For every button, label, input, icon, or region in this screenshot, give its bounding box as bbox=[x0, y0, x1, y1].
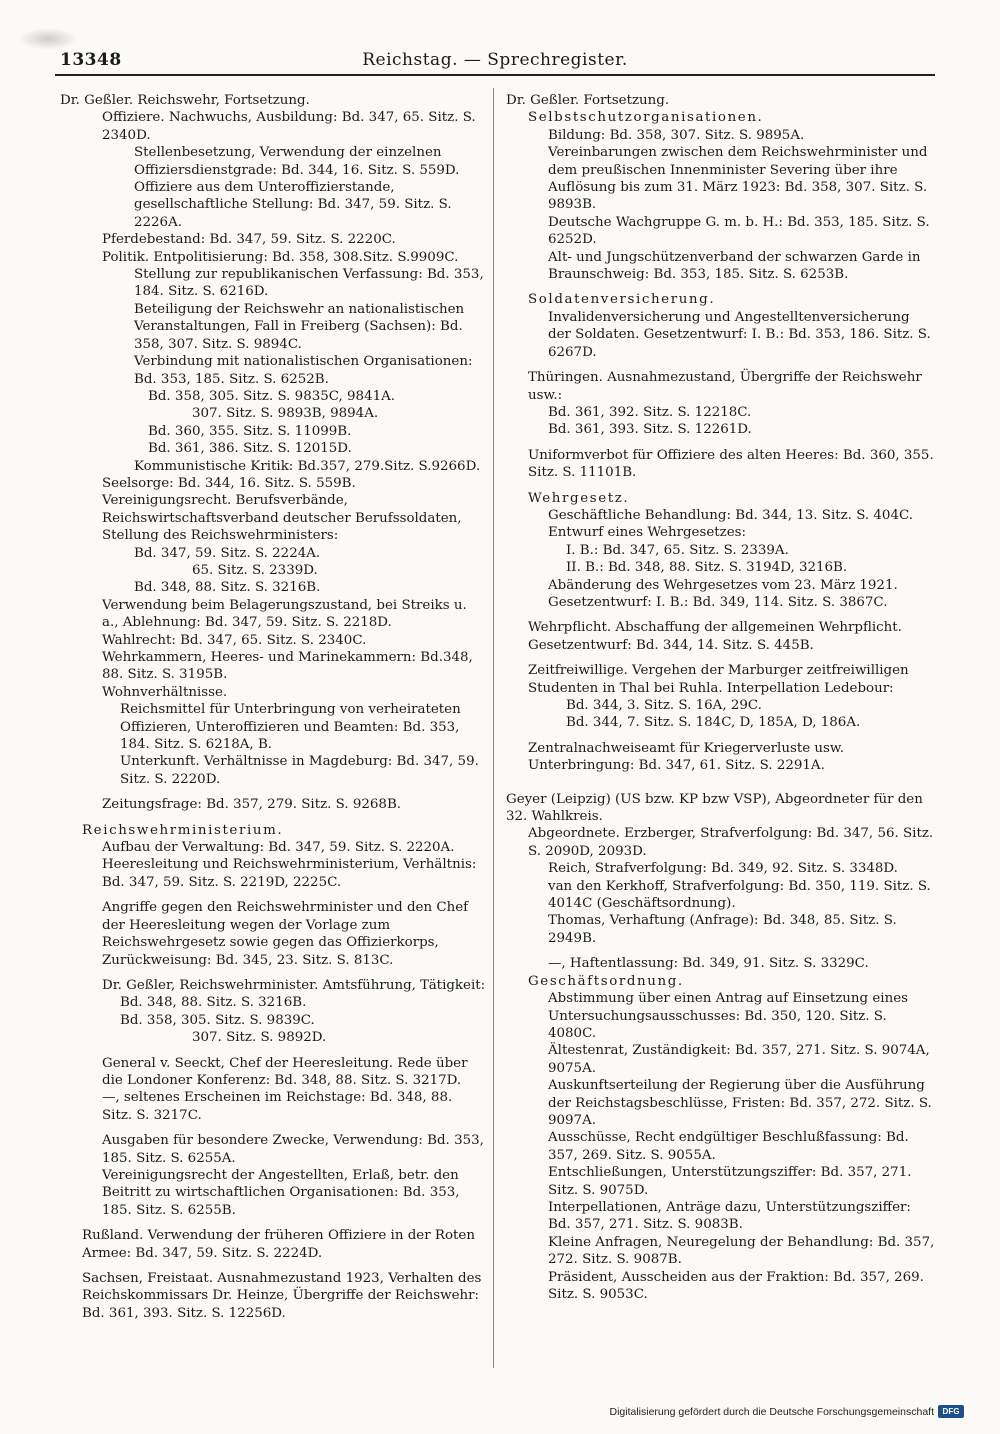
index-entry: Uniformverbot für Offiziere des alten Heeres: Bd. 360, 355. Sitz. S. 11101B. bbox=[528, 447, 934, 481]
index-entry: Reich, Strafverfolgung: Bd. 349, 92. Sitz. S. 3348D. bbox=[548, 861, 898, 877]
index-entry: Deutsche Wachgruppe G. m. b. H.: Bd. 353, 185. Sitz. S. 6252D. bbox=[548, 214, 930, 248]
footer-credit: Digitalisierung gefördert durch die Deutsche Forschungsgemeinschaft bbox=[609, 1405, 934, 1418]
index-entry: Bd. 347, 59. Sitz. S. 2224A. bbox=[134, 545, 321, 561]
index-entry: Selbstschutzorganisationen. bbox=[528, 110, 764, 126]
column-divider bbox=[493, 88, 494, 1368]
index-entry: Bd. 361, 393. Sitz. S. 12261D. bbox=[548, 422, 752, 438]
index-entry: Bd. 348, 88. Sitz. S. 3216B. bbox=[120, 995, 307, 1011]
index-entry: Bd. 358, 305. Sitz. S. 9839C. bbox=[120, 1012, 315, 1028]
index-entry: Vereinbarungen zwischen dem Reichswehrminister und dem preußischen Innenminister Severing über ihre Auflösung bis zum 31. März 1923: Bd. 358, 307. Sitz. S. 9893B. bbox=[548, 145, 928, 213]
index-entry: Wehrpflicht. Abschaffung der allgemeinen Wehrpflicht. Gesetzentwurf: Bd. 344, 14. Sitz. S. 445B. bbox=[528, 620, 902, 653]
index-entry: II. B.: Bd. 348, 88. Sitz. S. 3194D, 3216B. bbox=[566, 560, 848, 576]
index-entry: Geyer (Leipzig) (US bzw. KP bzw VSP), Abgeordneter für den 32. Wahlkreis. bbox=[506, 791, 923, 825]
index-entry: Heeresleitung und Reichswehrministerium, Verhältnis: Bd. 347, 59. Sitz. S. 2219D, 2225C. bbox=[102, 857, 477, 890]
index-entry: Bd. 344, 3. Sitz. S. 16A, 29C. bbox=[566, 698, 762, 713]
index-entry: Bd. 360, 355. Sitz. S. 11099B. bbox=[148, 423, 352, 439]
index-entry: Bildung: Bd. 358, 307. Sitz. S. 9895A. bbox=[548, 127, 805, 143]
footer bbox=[609, 1405, 964, 1418]
index-entry: Offiziere aus dem Unteroffizierstande, gesellschaftliche Stellung: Bd. 347, 59. Sitz. S. 2226A. bbox=[134, 180, 452, 230]
left-column bbox=[60, 92, 486, 1322]
index-entry: General v. Seeckt, Chef der Heeresleitung. Rede über die Londoner Konferenz: Bd. 348, 88. Sitz. S. 3217D. bbox=[102, 1055, 468, 1088]
index-entry: Geschäftsordnung. bbox=[528, 973, 684, 989]
index-entry: Verwendung beim Belagerungszustand, bei Streiks u. a., Ablehnung: Bd. 347, 59. Sitz. S. 2218D. bbox=[102, 597, 467, 631]
running-title: Reichstag. — Sprechregister. bbox=[362, 50, 628, 70]
index-entry: I. B.: Bd. 347, 65. Sitz. S. 2339A. bbox=[566, 542, 789, 558]
index-entry: Abgeordnete. Erzberger, Strafverfolgung: Bd. 347, 56. Sitz. S. 2090D, 2093D. bbox=[528, 826, 934, 859]
index-entry: Dr. Geßler, Reichswehrminister. Amtsführung, Tätigkeit: bbox=[102, 977, 486, 993]
index-entry: Angriffe gegen den Reichswehrminister und den Chef der Heeresleitung wegen der Vorlage zum Reichswehrgesetz sowie gegen das Offizierkorps, Zurückweisung: Bd. 345, 23. Sitz. S. 813C. bbox=[102, 900, 469, 968]
index-entry: Thüringen. Ausnahmezustand, Übergriffe der Reichswehr usw.: bbox=[528, 370, 922, 403]
index-entry: Ausgaben für besondere Zwecke, Verwendung: Bd. 353, 185. Sitz. S. 6255A. bbox=[102, 1133, 484, 1166]
index-entry: Sachsen, Freistaat. Ausnahmezustand 1923, Verhalten des Reichskommissars Dr. Heinze, Übergriffe der Reichswehr: Bd. 361, 393. Sitz. S. 12256D. bbox=[82, 1271, 482, 1321]
index-entry: Reichsmittel für Unterbringung von verheirateten Offizieren, Unteroffizieren und Beamten: Bd. 353, 184. Sitz. S. 6218A, B. bbox=[120, 702, 461, 753]
index-entry: —, seltenes Erscheinen im Reichstage: Bd. 348, 88. Sitz. S. 3217C. bbox=[102, 1090, 453, 1123]
header-rule bbox=[55, 74, 935, 76]
index-entry: Kommunistische Kritik: Bd.357, 279.Sitz. S.9266D. bbox=[134, 458, 481, 474]
index-entry: Stellenbesetzung, Verwendung der einzelnen Offiziersdienstgrade: Bd. 344, 16. Sitz. S. 559D. bbox=[134, 145, 460, 178]
index-entry: Bd. 361, 392. Sitz. S. 12218C. bbox=[548, 404, 752, 420]
index-entry: Pferdebestand: Bd. 347, 59. Sitz. S. 2220C. bbox=[102, 232, 396, 248]
index-entry: Auskunftserteilung der Regierung über die Ausführung der Reichstagsbeschlüsse, Fristen: Bd. 357, 272. Sitz. S. 9097A. bbox=[548, 1078, 932, 1128]
index-entry: 307. Sitz. S. 9893B, 9894A. bbox=[192, 406, 379, 422]
index-entry: Unterkunft. Verhältnisse in Magdeburg: Bd. 347, 59. Sitz. S. 2220D. bbox=[120, 754, 479, 787]
index-entry: Wohnverhältnisse. bbox=[102, 684, 228, 700]
index-entry: van den Kerkhoff, Strafverfolgung: Bd. 350, 119. Sitz. S. 4014C (Geschäftsordnung). bbox=[548, 878, 931, 912]
index-entry: Dr. Geßler. Reichswehr, Fortsetzung. bbox=[60, 93, 310, 108]
index-entry: Zentralnachweiseamt für Kriegerverluste usw. Unterbringung: Bd. 347, 61. Sitz. S. 2291A. bbox=[528, 740, 845, 774]
index-entry: Thomas, Verhaftung (Anfrage): Bd. 348, 85. Sitz. S. 2949B. bbox=[548, 913, 897, 946]
page-number: 13348 bbox=[60, 50, 122, 70]
dfg-logo-icon: DFG bbox=[938, 1405, 964, 1418]
index-entry: Bd. 344, 7. Sitz. S. 184C, D, 185A, D, 186A. bbox=[566, 715, 861, 731]
index-entry: Verbindung mit nationalistischen Organisationen: Bd. 353, 185. Sitz. S. 6252B. bbox=[134, 354, 473, 387]
right-column bbox=[506, 92, 936, 1303]
index-entry: Seelsorge: Bd. 344, 16. Sitz. S. 559B. bbox=[102, 475, 356, 491]
index-entry: Kleine Anfragen, Neuregelung der Behandlung: Bd. 357, 272. Sitz. S. 9087B. bbox=[548, 1234, 935, 1268]
index-entry: —, Haftentlassung: Bd. 349, 91. Sitz. S. 3329C. bbox=[548, 956, 869, 972]
ink-blot bbox=[18, 28, 78, 50]
index-entry: 307. Sitz. S. 9892D. bbox=[192, 1030, 327, 1046]
index-entry: Vereinigungsrecht. Berufsverbände, Reichswirtschaftsverband deutscher Berufssoldaten, Stellung des Reichswehrministers: bbox=[102, 493, 462, 544]
index-entry: Zeitungsfrage: Bd. 357, 279. Sitz. S. 9268B. bbox=[102, 797, 402, 813]
index-entry: Präsident, Ausscheiden aus der Fraktion: Bd. 357, 269. Sitz. S. 9053C. bbox=[548, 1269, 924, 1302]
index-entry: Soldatenversicherung. bbox=[528, 292, 716, 308]
index-entry: Vereinigungsrecht der Angestellten, Erlaß, betr. den Beitritt zu wirtschaftlichen Organisationen: Bd. 353, 185. Sitz. S. 6255B. bbox=[102, 1167, 460, 1218]
index-entry: Aufbau der Verwaltung: Bd. 347, 59. Sitz. S. 2220A. bbox=[102, 840, 455, 856]
index-entry: Dr. Geßler. Fortsetzung. bbox=[506, 93, 670, 108]
index-entry: Wehrgesetz. bbox=[528, 490, 630, 506]
index-entry: 65. Sitz. S. 2339D. bbox=[192, 562, 318, 578]
page-header bbox=[55, 50, 935, 74]
index-entry: Invalidenversicherung und Angestelltenversicherung der Soldaten. Gesetzentwurf: I. B.: Bd. 353, 186. Sitz. S. 6267D. bbox=[548, 309, 931, 360]
index-entry: Stellung zur republikanischen Verfassung: Bd. 353, 184. Sitz. S. 6216D. bbox=[134, 267, 484, 300]
index-entry: Zeitfreiwillige. Vergehen der Marburger zeitfreiwilligen Studenten in Thal bei Ruhla. Interpellation Ledebour: bbox=[528, 663, 909, 696]
index-entry: Geschäftliche Behandlung: Bd. 344, 13. Sitz. S. 404C. bbox=[548, 507, 913, 523]
index-entry: Rußland. Verwendung der früheren Offiziere in der Roten Armee: Bd. 347, 59. Sitz. S. 2224D. bbox=[82, 1228, 475, 1261]
index-entry: Politik. Entpolitisierung: Bd. 358, 308.Sitz. S.9909C. bbox=[102, 249, 459, 265]
index-entry: Entwurf eines Wehrgesetzes: bbox=[548, 525, 747, 541]
index-entry: Wahlrecht: Bd. 347, 65. Sitz. S. 2340C. bbox=[102, 632, 367, 648]
index-entry: Bd. 358, 305. Sitz. S. 9835C, 9841A. bbox=[148, 388, 396, 404]
index-entry: Entschließungen, Unterstützungsziffer: Bd. 357, 271. Sitz. S. 9075D. bbox=[548, 1165, 912, 1198]
index-entry: Offiziere. Nachwuchs, Ausbildung: Bd. 347, 65. Sitz. S. 2340D. bbox=[102, 110, 476, 143]
index-entry: Reichswehrministerium. bbox=[82, 822, 284, 838]
index-entry: Abstimmung über einen Antrag auf Einsetzung eines Untersuchungsausschusses: Bd. 350, 120. Sitz. S. 4080C. bbox=[548, 991, 908, 1041]
index-entry: Wehrkammern, Heeres- und Marinekammern: Bd.348, 88. Sitz. S. 3195B. bbox=[102, 650, 473, 683]
index-entry: Bd. 361, 386. Sitz. S. 12015D. bbox=[148, 441, 352, 457]
index-entry: Ältestenrat, Zuständigkeit: Bd. 357, 271. Sitz. S. 9074A, 9075A. bbox=[548, 1043, 930, 1076]
index-entry: Abänderung des Wehrgesetzes vom 23. März 1921. Gesetzentwurf: I. B.: Bd. 349, 114. Sitz. S. 3867C. bbox=[548, 577, 898, 610]
index-entry: Alt- und Jungschützenverband der schwarzen Garde in Braunschweig: Bd. 353, 185. Sitz. S. 6253B. bbox=[548, 249, 921, 283]
index-entry: Ausschüsse, Recht endgültiger Beschlußfassung: Bd. 357, 269. Sitz. S. 9055A. bbox=[548, 1130, 909, 1163]
index-entry: Beteiligung der Reichswehr an nationalistischen Veranstaltungen, Fall in Freiberg (Sachsen): Bd. 358, 307. Sitz. S. 9894C. bbox=[134, 301, 465, 352]
index-entry: Interpellationen, Anträge dazu, Unterstützungsziffer: Bd. 357, 271. Sitz. S. 9083B. bbox=[548, 1199, 911, 1233]
index-entry: Bd. 348, 88. Sitz. S. 3216B. bbox=[134, 580, 321, 596]
